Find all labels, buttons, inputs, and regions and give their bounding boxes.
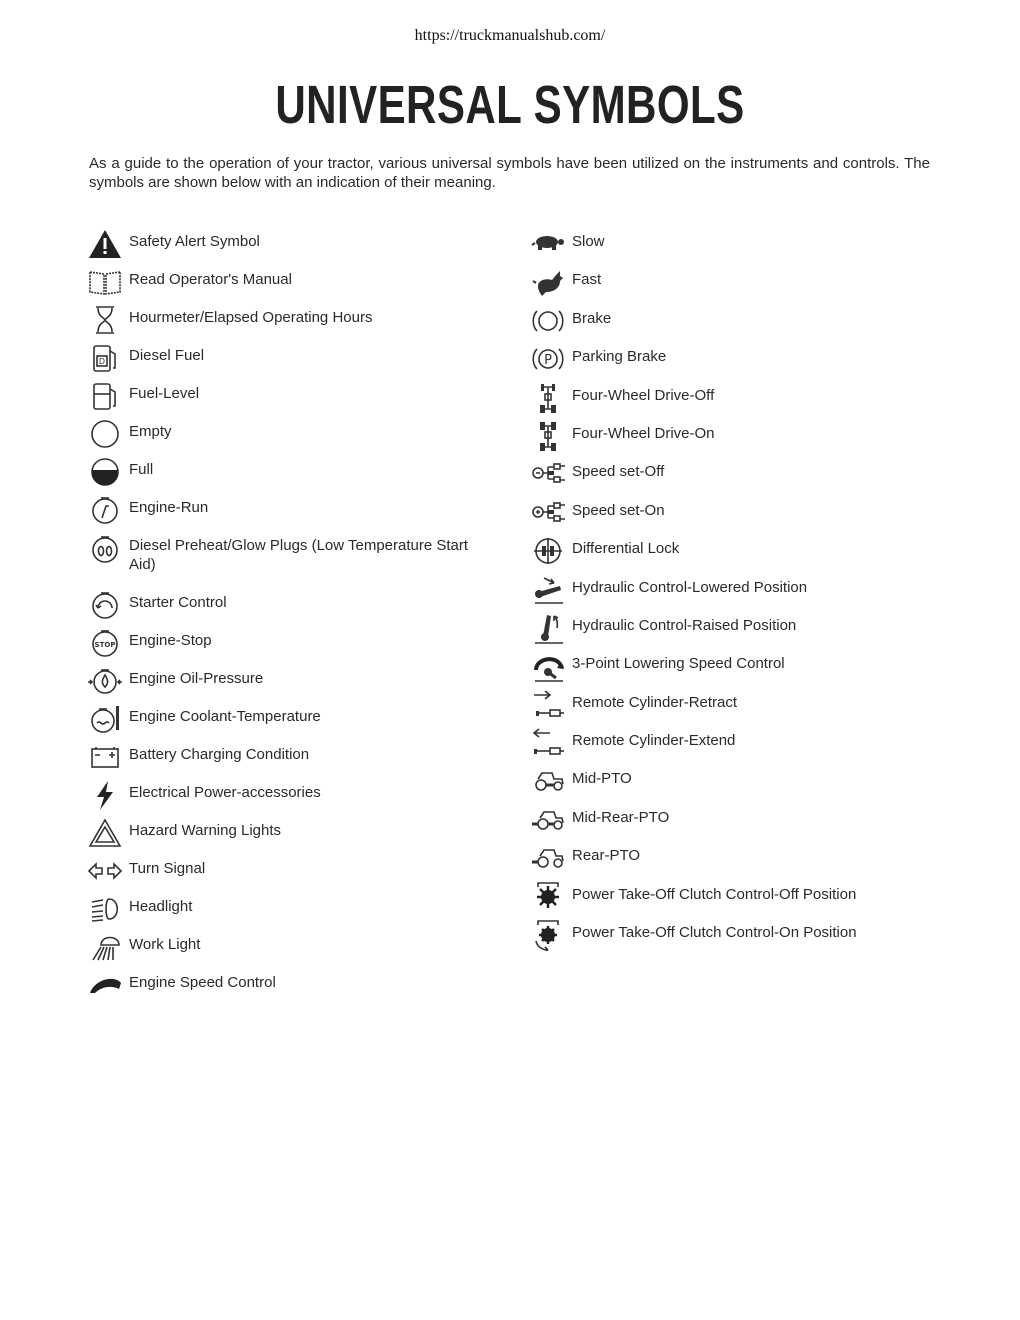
symbol-label: Slow	[572, 233, 605, 250]
symbol-row	[87, 779, 487, 817]
lowering-speed-icon	[530, 650, 566, 682]
symbol-row	[530, 458, 950, 496]
empty-circle-icon	[87, 418, 123, 450]
symbol-row	[530, 612, 950, 650]
symbol-label: Hazard Warning Lights	[129, 822, 282, 839]
hydraulic-raised-icon	[530, 612, 566, 644]
pto-clutch-on-icon	[530, 919, 566, 951]
rear-pto-icon	[530, 842, 566, 874]
symbol-label: Hydraulic Control-Raised Position	[572, 616, 797, 634]
symbol-label: 3-Point Lowering Speed Control	[572, 655, 785, 673]
source-url: https://truckmanualshub.com/	[414, 27, 606, 44]
symbol-row	[87, 665, 487, 703]
symbol-row	[530, 497, 950, 535]
cylinder-retract-icon	[530, 689, 566, 721]
manual-book-icon	[87, 266, 123, 298]
symbol-label: Power Take-Off Clutch Control-On Position	[572, 924, 857, 942]
mid-pto-icon	[530, 765, 566, 797]
symbol-label: Diesel Fuel	[129, 347, 205, 364]
speed-set-on-icon	[530, 497, 566, 529]
symbol-label: Work Light	[129, 936, 201, 953]
symbol-row	[87, 855, 487, 893]
turn-signal-icon	[87, 855, 123, 887]
symbol-label: Four-Wheel Drive-Off	[572, 386, 715, 404]
engine-stop-icon	[87, 627, 123, 659]
symbol-row	[530, 765, 950, 803]
lightning-icon	[87, 779, 123, 811]
full-circle-icon	[87, 456, 123, 488]
symbol-row	[87, 817, 487, 855]
symbol-row	[87, 228, 487, 266]
symbol-row	[87, 893, 487, 931]
symbol-label: Mid-PTO	[572, 770, 632, 788]
symbol-row	[87, 266, 487, 304]
symbol-row	[87, 304, 487, 342]
symbol-label: Engine Coolant-Temperature	[129, 708, 321, 725]
battery-icon	[87, 741, 123, 773]
symbol-row	[530, 650, 950, 688]
symbol-row	[87, 627, 487, 665]
symbol-label: Read Operator's Manual	[129, 271, 292, 288]
coolant-temperature-icon	[87, 703, 123, 735]
symbol-label: Mid-Rear-PTO	[572, 808, 670, 826]
svg-text:STOP: STOP	[94, 641, 116, 649]
engine-run-icon	[87, 494, 123, 526]
symbol-row	[530, 804, 950, 842]
rabbit-icon	[530, 266, 566, 298]
symbol-label: Starter Control	[129, 594, 227, 611]
symbols-left-column	[87, 228, 487, 1007]
symbol-row	[530, 689, 950, 727]
symbol-row	[87, 380, 487, 418]
symbol-label: Differential Lock	[572, 540, 680, 558]
symbol-row	[87, 741, 487, 779]
symbol-label: Turn Signal	[129, 860, 206, 877]
hourglass-icon	[87, 304, 123, 336]
symbol-row	[530, 842, 950, 880]
symbol-label: Remote Cylinder-Retract	[572, 693, 738, 711]
engine-speed-icon	[87, 969, 123, 1001]
starter-icon	[87, 589, 123, 621]
warning-triangle-icon	[87, 228, 123, 260]
four-wheel-drive-off-icon	[530, 382, 566, 414]
parking-brake-icon	[530, 343, 566, 375]
symbol-label: Speed set-Off	[572, 463, 665, 481]
hazard-triangle-icon	[87, 817, 123, 849]
svg-text:P: P	[544, 353, 552, 369]
symbol-row	[530, 382, 950, 420]
glow-plug-icon	[87, 532, 123, 564]
work-light-icon	[87, 931, 123, 963]
symbol-row	[530, 881, 950, 919]
pto-clutch-off-icon	[530, 881, 566, 913]
symbol-row	[530, 535, 950, 573]
symbol-label: Full	[129, 461, 154, 478]
brake-icon	[530, 305, 566, 337]
four-wheel-drive-on-icon	[530, 420, 566, 452]
symbol-row	[87, 703, 487, 741]
turtle-icon	[530, 228, 566, 260]
hydraulic-lowered-icon	[530, 574, 566, 606]
fuel-pump-icon	[87, 380, 123, 412]
symbol-label: Empty	[129, 423, 172, 440]
symbol-label: Engine-Run	[129, 499, 209, 516]
symbol-row	[530, 727, 950, 765]
symbols-right-column	[530, 228, 950, 957]
headlight-icon	[87, 893, 123, 925]
svg-text:D: D	[98, 357, 106, 366]
symbol-row	[87, 342, 487, 380]
symbol-row	[87, 456, 487, 494]
symbol-row	[530, 305, 950, 343]
symbol-label: Power Take-Off Clutch Control-Off Position	[572, 885, 857, 903]
symbol-label: Brake	[572, 309, 612, 327]
symbol-row	[530, 574, 950, 612]
symbol-row	[530, 228, 950, 266]
symbol-label: Battery Charging Condition	[129, 746, 310, 763]
symbol-label: Hydraulic Control-Lowered Position	[572, 578, 808, 596]
mid-rear-pto-icon	[530, 804, 566, 836]
symbol-label: Rear-PTO	[572, 847, 641, 865]
symbol-row	[87, 931, 487, 969]
symbol-row	[87, 589, 487, 627]
symbol-label: Safety Alert Symbol	[129, 233, 260, 250]
symbol-label: Remote Cylinder-Extend	[572, 732, 736, 750]
diesel-fuel-icon	[87, 342, 123, 374]
symbol-label: Four-Wheel Drive-On	[572, 424, 715, 442]
symbol-label: Engine Oil-Pressure	[129, 670, 264, 687]
speed-set-off-icon	[530, 458, 566, 490]
symbol-row	[87, 494, 487, 532]
symbol-row	[530, 919, 950, 957]
symbol-label: Parking Brake	[572, 348, 667, 366]
differential-lock-icon	[530, 535, 566, 567]
symbol-label: Speed set-On	[572, 501, 665, 519]
intro-paragraph: As a guide to the operation of your tractor, various universal symbols have been utilized on the instruments and controls. The symbols are shown below with an indication of their meaning.	[89, 155, 930, 191]
symbol-row	[87, 969, 487, 1007]
symbol-label: Fuel-Level	[129, 385, 200, 402]
symbol-label: Electrical Power-accessories	[129, 784, 321, 801]
oil-pressure-icon	[87, 665, 123, 697]
symbol-label: Hourmeter/Elapsed Operating Hours	[129, 309, 373, 326]
page-title: UNIVERSAL SYMBOLS	[275, 75, 745, 135]
symbol-row	[87, 418, 487, 456]
symbol-label: Diesel Preheat/Glow Plugs (Low Temperature Start Aid)	[129, 537, 469, 573]
symbol-row	[530, 420, 950, 458]
symbol-row	[530, 343, 950, 381]
symbol-label: Engine Speed Control	[129, 974, 276, 991]
symbol-label: Fast	[572, 271, 602, 289]
symbol-label: Engine-Stop	[129, 632, 212, 649]
cylinder-extend-icon	[530, 727, 566, 759]
symbol-row	[530, 266, 950, 304]
symbol-label: Headlight	[129, 898, 193, 915]
symbol-row	[87, 532, 487, 589]
